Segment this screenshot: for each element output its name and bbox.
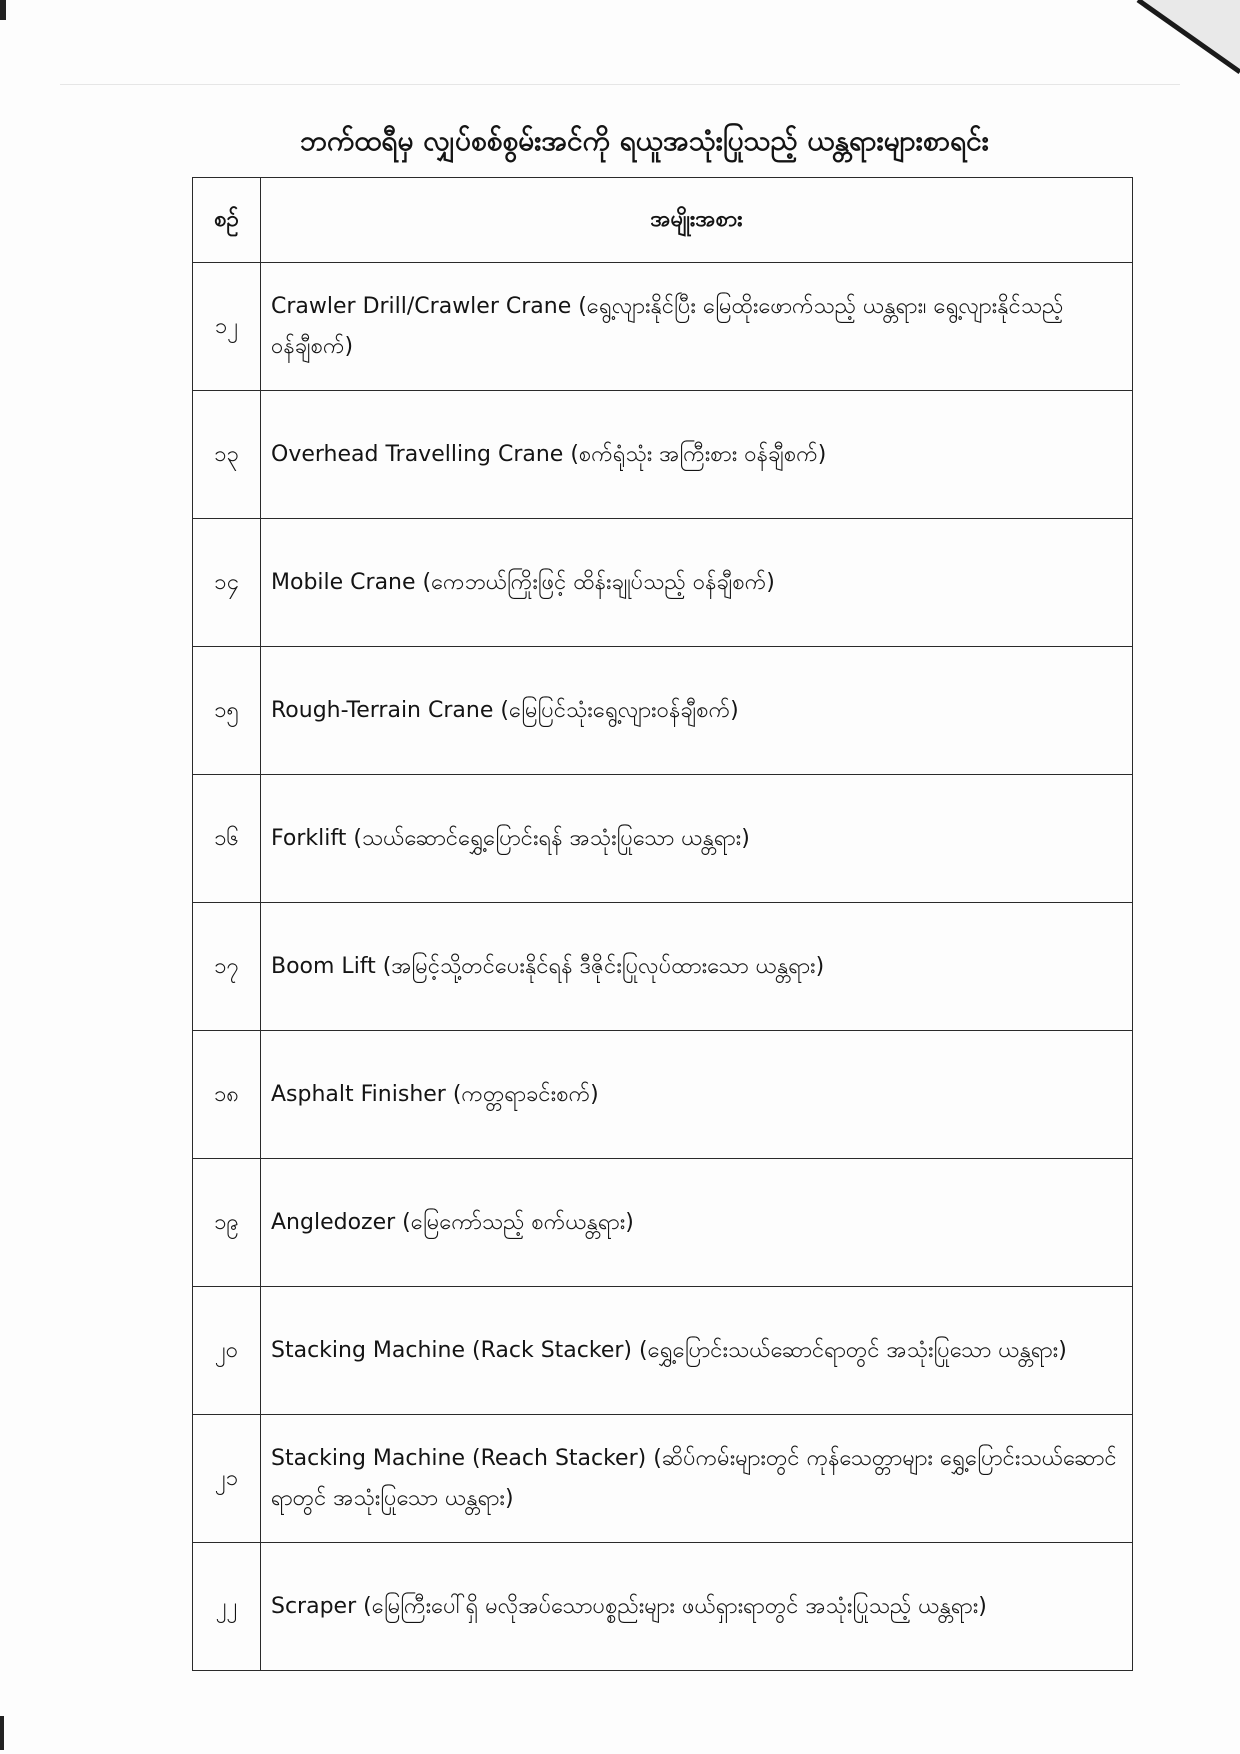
- table-header-row: [193, 178, 1133, 263]
- row-type: Boom Lift (အမြင့်သို့တင်ပေးနိုင်ရန် ဒီဇိုင်းပြုလုပ်ထားသော ယန္တရား): [261, 903, 1133, 1031]
- row-number: ၁၆: [193, 775, 261, 903]
- row-number: ၁၃: [193, 391, 261, 519]
- table-row: [193, 903, 1133, 1031]
- table-row: [193, 1159, 1133, 1287]
- table-row: [193, 1543, 1133, 1671]
- table-row: [193, 775, 1133, 903]
- row-number: ၁၅: [193, 647, 261, 775]
- scan-edge-mark: [0, 1716, 4, 1750]
- header-number: စဉ်: [193, 178, 261, 263]
- page-title: ဘက်ထရီမှ လျှပ်စစ်စွမ်းအင်ကို ရယူအသုံးပြုသည့် ယန္တရားများစာရင်း: [300, 124, 989, 157]
- row-type: Scraper (မြေကြီးပေါ်ရှိ မလိုအပ်သောပစ္စည်းများ ဖယ်ရှားရာတွင် အသုံးပြုသည့် ယန္တရား): [261, 1543, 1133, 1671]
- table-row: [193, 1287, 1133, 1415]
- row-type: Asphalt Finisher (ကတ္တရာခင်းစက်): [261, 1031, 1133, 1159]
- header-type: အမျိုးအစား: [261, 178, 1133, 263]
- table-row: [193, 391, 1133, 519]
- row-number: ၂၀: [193, 1287, 261, 1415]
- row-number: ၁၄: [193, 519, 261, 647]
- row-number: ၁၇: [193, 903, 261, 1031]
- row-type: Rough-Terrain Crane (မြေပြင်သုံးရွေ့လျားဝန်ချီစက်): [261, 647, 1133, 775]
- table-row: [193, 1415, 1133, 1543]
- row-number: ၂၁: [193, 1415, 261, 1543]
- table-row: [193, 263, 1133, 391]
- row-type: Mobile Crane (ကေဘယ်ကြိုးဖြင့် ထိန်းချုပ်သည့် ဝန်ချီစက်): [261, 519, 1133, 647]
- scan-edge-mark: [0, 0, 6, 20]
- row-number: ၂၂: [193, 1543, 261, 1671]
- row-number: ၁၂: [193, 263, 261, 391]
- machinery-table: [192, 177, 1133, 1671]
- row-type: Forklift (သယ်ဆောင်ရွှေ့ပြောင်းရန် အသုံးပြုသော ယန္တရား): [261, 775, 1133, 903]
- table-row: [193, 1031, 1133, 1159]
- folded-corner-mark: [1130, 0, 1240, 110]
- row-type: Angledozer (မြေကော်သည့် စက်ယန္တရား): [261, 1159, 1133, 1287]
- table-row: [193, 519, 1133, 647]
- scan-artifact-line: [60, 84, 1180, 85]
- row-type: Crawler Drill/Crawler Crane (ရွေ့လျားနိုင်ပြီး မြေထိုးဖောက်သည့် ယန္တရား၊ ရွေ့လျားနိုင်သည့် ဝန်ချီစက်): [261, 263, 1133, 391]
- row-type: Overhead Travelling Crane (စက်ရုံသုံး အကြီးစား ဝန်ချီစက်): [261, 391, 1133, 519]
- row-number: ၁၉: [193, 1159, 261, 1287]
- row-number: ၁၈: [193, 1031, 261, 1159]
- row-type: Stacking Machine (Reach Stacker) (ဆိပ်ကမ်းများတွင် ကုန်သေတ္တာများ ရွှေ့ပြောင်းသယ်ဆောင်ရာတွင် အသုံးပြုသော ယန္တရား): [261, 1415, 1133, 1543]
- table-row: [193, 647, 1133, 775]
- row-type: Stacking Machine (Rack Stacker) (ရွှေ့ပြောင်းသယ်ဆောင်ရာတွင် အသုံးပြုသော ယန္တရား): [261, 1287, 1133, 1415]
